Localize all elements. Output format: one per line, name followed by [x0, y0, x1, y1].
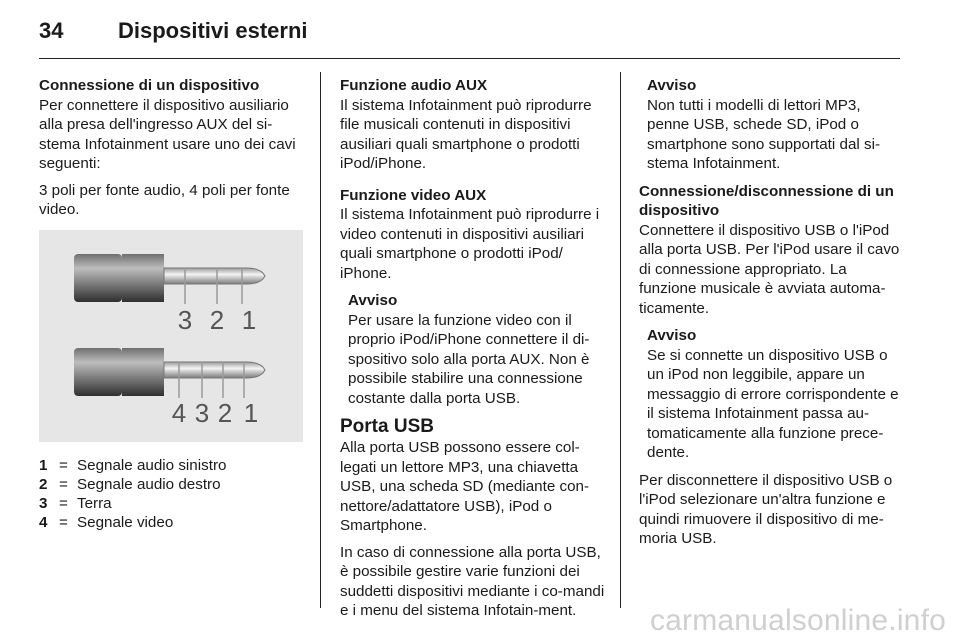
legend-row: [39, 456, 305, 475]
note-title: Avviso: [647, 77, 697, 94]
legend-row: [39, 475, 305, 494]
column-1: [39, 76, 305, 532]
watermark-suffix: .info: [888, 604, 946, 637]
legend-text: Terra: [77, 494, 112, 512]
note-title: Avviso: [348, 292, 398, 309]
watermark-text: carmanualsonline: [649, 604, 889, 637]
paragraph: Il sistema Infotainment può riprodurre i video contenuti in dispositivi ausiliari quali smartphone o prodotti iPod/ iPhone.: [340, 206, 600, 282]
pole-label: 2: [217, 397, 233, 428]
note-text: Per usare la funzione video con il proprio iPod/iPhone connettere il di-spositivo solo alla porta AUX. Non è possibile stabilire una connessione costante dalla porta USB.: [348, 311, 590, 407]
jack-plugs-figure: [39, 230, 303, 442]
column-3: [639, 76, 902, 556]
pole-label: 1: [243, 397, 259, 428]
paragraph: Per connettere il dispositivo ausiliario alla presa dell'ingresso AUX del si-stema Infotainment usare uno dei cavi seguenti:: [39, 96, 296, 172]
pole-label: 3: [194, 397, 210, 428]
jack-plugs-illustration: [39, 230, 303, 442]
note-box: [647, 326, 902, 463]
section-heading-audio: Funzione audio AUX: [340, 77, 488, 94]
legend-number: 4: [39, 514, 48, 532]
section-heading-connect-disconnect: Connessione/disconnessione di un dispositivo: [639, 182, 894, 219]
pole-label: 3: [177, 304, 193, 335]
plug-body: [122, 254, 164, 302]
watermark: [650, 604, 946, 638]
legend: [39, 456, 305, 533]
pole-label: 2: [209, 304, 225, 335]
paragraph: Alla porta USB possono essere col-legati un lettore MP3, una chiavetta USB, una scheda SD (mediante con-nettore/adattatore USB), iPod o Smartphone.: [340, 439, 590, 534]
column-2: [340, 76, 605, 628]
section-heading-video: Funzione video AUX: [340, 186, 487, 204]
legend-number: 2: [39, 475, 48, 493]
plug-body: [122, 348, 164, 396]
legend-text: Segnale audio destro: [77, 475, 221, 493]
legend-text: Segnale audio sinistro: [77, 456, 227, 474]
section-heading-connection: Connessione di un dispositivo: [39, 77, 260, 94]
legend-equals: =: [59, 475, 68, 493]
pole-label: 1: [241, 304, 257, 335]
plug-body: [74, 254, 122, 302]
note-box: [647, 76, 902, 174]
note-box: [348, 291, 605, 408]
legend-number: 1: [39, 456, 48, 474]
note-text: Non tutti i modelli di lettori MP3, penne USB, schede SD, iPod o smartphone sono supportati dal si-stema Infotainment.: [647, 96, 881, 172]
note-text: Se si connette un dispositivo USB o un iPod non leggibile, appare un messaggio di errore corrispondente e il sistema Infotainment passa au-tomaticamente alla funzione prece-dente.: [647, 346, 899, 461]
legend-equals: =: [59, 494, 68, 512]
header-rule: [39, 58, 900, 59]
column-divider: [320, 72, 321, 608]
legend-number: 3: [39, 494, 48, 512]
paragraph: 3 poli per fonte audio, 4 poli per fonte video.: [39, 181, 290, 218]
paragraph: Connettere il dispositivo USB o l'iPod alla porta USB. Per l'iPod usare il cavo di connessione appropriato. La funzione musicale è avviata automa-ticamente.: [639, 221, 900, 317]
paragraph: In caso di connessione alla porta USB, è possibile gestire varie funzioni dei suddetti dispositivi mediante i co-mandi e i menu del sistema Infotain-ment.: [340, 543, 605, 619]
page-title: Dispositivi esterni: [118, 18, 308, 43]
column-divider: [620, 72, 621, 608]
pole-label: 4: [171, 397, 187, 428]
plug-3-pole: [74, 254, 265, 335]
paragraph: Il sistema Infotainment può riprodurre file musicali contenuti in dispositivi ausiliari quali smartphone o prodotti iPod/iPhone.: [340, 96, 592, 172]
page-number: 34: [39, 18, 64, 43]
legend-text: Segnale video: [77, 514, 174, 532]
legend-row: [39, 494, 305, 513]
legend-row: [39, 513, 305, 532]
paragraph: Per disconnettere il dispositivo USB o l'iPod selezionare un'altra funzione e quindi rimuovere il dispositivo di me-moria USB.: [639, 471, 893, 547]
plug-4-pole: [74, 348, 265, 428]
legend-equals: =: [59, 456, 68, 474]
page-header: [39, 10, 308, 52]
legend-equals: =: [59, 514, 68, 532]
plug-body: [74, 348, 122, 396]
plug-pin: [164, 268, 265, 284]
note-title: Avviso: [647, 327, 697, 344]
section-heading-usb: Porta USB: [340, 416, 434, 437]
